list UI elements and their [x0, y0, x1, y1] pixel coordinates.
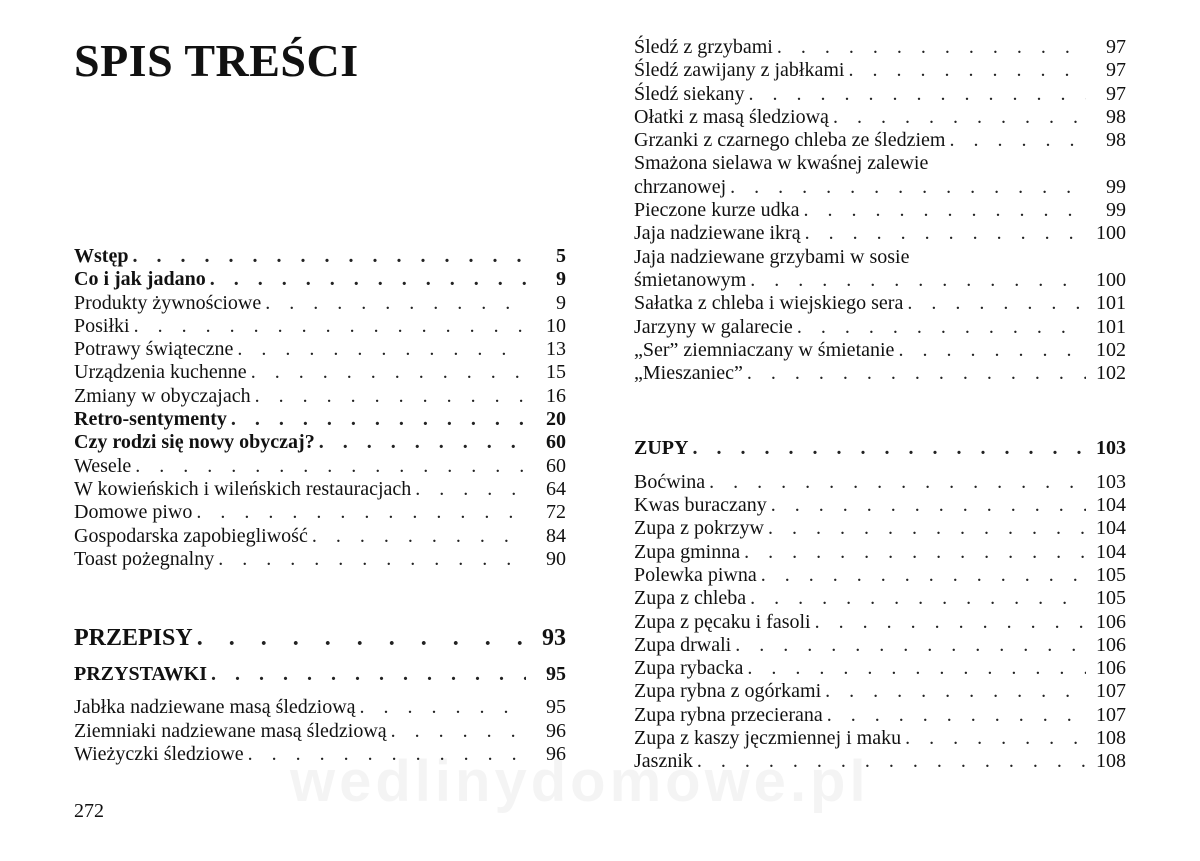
dot-leader [764, 517, 1086, 540]
dot-leader [387, 720, 526, 743]
toc-entry-page: 102 [1096, 338, 1126, 361]
toc-entry-label: PRZYSTAWKI [74, 663, 207, 686]
dot-leader [207, 663, 526, 686]
toc-entry-page: 13 [546, 338, 566, 361]
toc-left-column [74, 245, 566, 766]
toc-entry-page: 107 [1096, 680, 1126, 703]
toc-entry-label: Zupa gminna [634, 540, 741, 563]
dot-leader [743, 362, 1086, 385]
toc-entry[interactable] [634, 704, 1126, 727]
toc-entry[interactable] [634, 587, 1126, 610]
zupy-list [634, 471, 1126, 774]
toc-entry-page: 72 [546, 501, 566, 524]
toc-entry[interactable] [74, 696, 566, 719]
toc-entry-label: Jabłka nadziewane masą śledziową [74, 696, 356, 719]
toc-entry-page: 60 [546, 431, 566, 454]
dot-leader [745, 83, 1086, 106]
toc-entry[interactable] [634, 269, 1126, 292]
toc-entry[interactable] [634, 657, 1126, 680]
toc-entry-label: Produkty żywnościowe [74, 291, 262, 314]
dot-leader [746, 269, 1086, 292]
toc-entry[interactable] [634, 362, 1126, 385]
dot-leader [688, 437, 1086, 460]
toc-entry[interactable] [634, 222, 1126, 245]
toc-entry[interactable] [74, 501, 566, 524]
dot-leader [799, 199, 1086, 222]
toc-entry[interactable] [634, 36, 1126, 59]
dot-leader [894, 339, 1086, 362]
toc-entry-label: Posiłki [74, 314, 130, 337]
toc-entry[interactable] [634, 129, 1126, 152]
toc-entry-label: Czy rodzi się nowy obyczaj? [74, 431, 315, 454]
toc-entry-label: Gospodarska zapobiegliwość [74, 524, 308, 547]
toc-entry-label: Jasznik [634, 750, 693, 773]
toc-entry-page: 95 [546, 663, 566, 686]
toc-entry-label: PRZEPISY [74, 625, 193, 652]
toc-entry-page: 106 [1096, 610, 1126, 633]
toc-entry[interactable] [634, 106, 1126, 129]
toc-entry-label: Zupa z pęcaku i fasoli [634, 610, 811, 633]
toc-entry-label: Co i jak jadano [74, 268, 206, 291]
toc-entry-page: 103 [1096, 437, 1126, 460]
toc-entry-page: 108 [1096, 750, 1126, 773]
toc-entry-page: 60 [546, 454, 566, 477]
toc-entry-label: Retro-sentymenty [74, 408, 227, 431]
toc-entry-label: Śledź zawijany z jabłkami [634, 59, 845, 82]
dot-leader [811, 611, 1086, 634]
dot-leader [945, 129, 1086, 152]
toc-entry-page: 104 [1096, 494, 1126, 517]
dot-leader [233, 338, 526, 361]
toc-entry[interactable] [74, 525, 566, 548]
toc-entry-label: śmietanowym [634, 268, 747, 291]
toc-entry-page: 97 [1106, 82, 1126, 105]
toc-entry-page: 96 [546, 719, 566, 742]
toc-entry-label: Zupa drwali [634, 633, 732, 656]
dot-leader [131, 455, 526, 478]
toc-entry-label: Ołatki z masą śledziową [634, 105, 829, 128]
toc-entry-page: 20 [546, 408, 566, 431]
dot-leader [821, 680, 1086, 703]
toc-entry-page: 101 [1096, 292, 1126, 315]
toc-entry-label: Urządzenia kuchenne [74, 361, 247, 384]
toc-entry[interactable] [74, 408, 566, 431]
toc-entry-label: Potrawy świąteczne [74, 338, 234, 361]
dot-leader [192, 501, 526, 524]
toc-entry-page: 104 [1096, 540, 1126, 563]
dot-leader [356, 696, 526, 719]
toc-entry-page: 93 [542, 625, 566, 652]
dot-leader [261, 292, 526, 315]
toc-entry[interactable] [634, 292, 1126, 315]
toc-entry-page: 90 [546, 547, 566, 570]
dot-leader [901, 727, 1086, 750]
toc-entry-page: 100 [1096, 268, 1126, 291]
toc-entry[interactable] [634, 199, 1126, 222]
toc-entry-page: 106 [1096, 657, 1126, 680]
dot-leader [227, 408, 526, 431]
dot-leader [903, 292, 1086, 315]
toc-entry-label: Boćwina [634, 470, 706, 493]
toc-entry-label: Jaja nadziewane grzybami w sosie [634, 245, 910, 268]
dot-leader [214, 548, 526, 571]
toc-entry-page: 5 [556, 245, 566, 267]
toc-entry-page: 97 [1106, 59, 1126, 82]
toc-entry[interactable] [634, 246, 1126, 269]
toc-entry-page: 98 [1106, 105, 1126, 128]
toc-entry-label: Domowe piwo [74, 501, 193, 524]
toc-entry[interactable] [634, 152, 1126, 175]
toc-entry-label: chrzanowej [634, 175, 727, 198]
toc-entry-page: 105 [1096, 563, 1126, 586]
toc-entry-label: Zupa rybna z ogórkami [634, 680, 822, 703]
toc-entry-page: 107 [1096, 703, 1126, 726]
toc-entry[interactable] [634, 517, 1126, 540]
toc-entry-page: 102 [1096, 362, 1126, 385]
toc-entry-label: Jarzyny w galarecie [634, 315, 793, 338]
dot-leader [740, 541, 1086, 564]
toc-entry[interactable] [74, 385, 566, 408]
toc-entry-page: 99 [1106, 199, 1126, 222]
toc-entry-label: Śledź siekany [634, 82, 745, 105]
toc-entry[interactable] [634, 339, 1126, 362]
toc-entry-label: Zupa z kaszy jęczmiennej i maku [634, 727, 902, 750]
toc-entry-page: 95 [546, 696, 566, 719]
dot-leader [746, 587, 1086, 610]
toc-entry-page: 84 [546, 524, 566, 547]
toc-entry[interactable] [74, 268, 566, 291]
toc-entry-label: Zupa rybacka [634, 657, 744, 680]
toc-entry-label: Smażona sielawa w kwaśnej zalewie [634, 152, 929, 175]
toc-entry[interactable] [74, 315, 566, 338]
toc-entry-label: Pieczone kurze udka [634, 199, 800, 222]
toc-entry-page: 99 [1106, 175, 1126, 198]
toc-entry-page: 108 [1096, 727, 1126, 750]
toc-entry-page: 15 [546, 361, 566, 384]
toc-entry[interactable] [74, 455, 566, 478]
page-title: SPIS TREŚCI [74, 35, 359, 86]
dot-leader [193, 623, 526, 653]
toc-entry-label: Sałatka z chleba i wiejskiego sera [634, 292, 904, 315]
toc-entry[interactable] [634, 611, 1126, 634]
dot-leader [705, 471, 1086, 494]
dot-leader [251, 385, 526, 408]
dot-leader [128, 245, 526, 268]
toc-entry-page: 104 [1096, 517, 1126, 540]
toc-entry[interactable] [74, 478, 566, 501]
dot-leader [130, 315, 526, 338]
toc-entry-label: „Ser” ziemniaczany w śmietanie [634, 338, 895, 361]
toc-entry-page: 105 [1096, 587, 1126, 610]
toc-entry[interactable] [634, 541, 1126, 564]
toc-entry-page: 103 [1096, 470, 1126, 493]
watermark [290, 748, 870, 815]
toc-entry[interactable] [634, 316, 1126, 339]
toc-entry-label: Śledź z grzybami [634, 36, 773, 58]
toc-entry[interactable] [74, 292, 566, 315]
page-number: 272 [74, 800, 104, 822]
toc-entry-page: 64 [546, 477, 566, 500]
toc-entry[interactable] [74, 431, 566, 454]
toc-entry-page: 100 [1096, 222, 1126, 245]
toc-entry-page: 98 [1106, 129, 1126, 152]
toc-entry-label: Wesele [74, 454, 132, 477]
toc-entry-label: Zupa rybna przecierana [634, 703, 823, 726]
toc-subsection-zupy[interactable] [634, 437, 1126, 460]
toc-entry-page: 96 [546, 743, 566, 766]
toc-entry-label: Wieżyczki śledziowe [74, 743, 244, 766]
dot-leader [829, 106, 1086, 129]
toc-entry-label: Polewka piwna [634, 563, 757, 586]
toc-entry-label: W kowieńskich i wileńskich restauracjach [74, 477, 412, 500]
dot-leader [844, 59, 1086, 82]
toc-entry[interactable] [74, 361, 566, 384]
toc-entry-label: Jaja nadziewane ikrą [634, 222, 801, 245]
dot-leader [731, 634, 1086, 657]
toc-entry-page: 101 [1096, 315, 1126, 338]
toc-entry-page: 10 [546, 314, 566, 337]
toc-entry[interactable] [74, 548, 566, 571]
toc-entry[interactable] [634, 564, 1126, 587]
dot-leader [793, 316, 1086, 339]
toc-entry[interactable] [634, 494, 1126, 517]
dot-leader [315, 431, 526, 454]
toc-entry-label: Kwas buraczany [634, 494, 767, 517]
toc-entry-label: Zupa z chleba [634, 587, 747, 610]
toc-entry[interactable] [634, 59, 1126, 82]
dot-leader [801, 222, 1086, 245]
toc-entry-label: Zupa z pokrzyw [634, 517, 764, 540]
toc-right-column [634, 36, 1126, 774]
dot-leader [247, 361, 526, 384]
toc-entry-page: 16 [546, 384, 566, 407]
toc-entry[interactable] [634, 680, 1126, 703]
toc-entry[interactable] [74, 245, 566, 268]
toc-entry[interactable] [74, 720, 566, 743]
dot-leader [773, 36, 1086, 59]
toc-entry-label: ZUPY [634, 437, 689, 460]
toc-entry-label: Zmiany w obyczajach [74, 384, 251, 407]
toc-section-przepisy[interactable] [74, 623, 566, 653]
dot-leader [726, 176, 1086, 199]
toc-entry-label: Ziemniaki nadziewane masą śledziową [74, 719, 387, 742]
toc-entry[interactable] [634, 727, 1126, 750]
toc-entry[interactable] [634, 634, 1126, 657]
toc-entry[interactable] [634, 176, 1126, 199]
toc-entry-label: „Mieszaniec” [634, 362, 743, 385]
toc-entry[interactable] [74, 338, 566, 361]
toc-subsection-przystawki[interactable] [74, 663, 566, 686]
toc-entry[interactable] [634, 471, 1126, 494]
toc-entry-label: Wstęp [74, 245, 129, 267]
toc-entry-label: Toast pożegnalny [74, 547, 215, 570]
dot-leader [743, 657, 1086, 680]
dot-leader [823, 704, 1086, 727]
toc-entry-page: 106 [1096, 633, 1126, 656]
dot-leader [757, 564, 1086, 587]
toc-entry-page: 9 [556, 268, 566, 291]
toc-entry[interactable] [634, 83, 1126, 106]
intro-list [74, 245, 566, 571]
przystawki-continued-list [634, 36, 1126, 385]
dot-leader [308, 525, 526, 548]
dot-leader [767, 494, 1086, 517]
dot-leader [411, 478, 526, 501]
toc-entry-label: Grzanki z czarnego chleba ze śledziem [634, 129, 946, 152]
toc-entry-page: 97 [1106, 36, 1126, 58]
dot-leader [206, 268, 526, 291]
toc-entry-page: 9 [556, 291, 566, 314]
